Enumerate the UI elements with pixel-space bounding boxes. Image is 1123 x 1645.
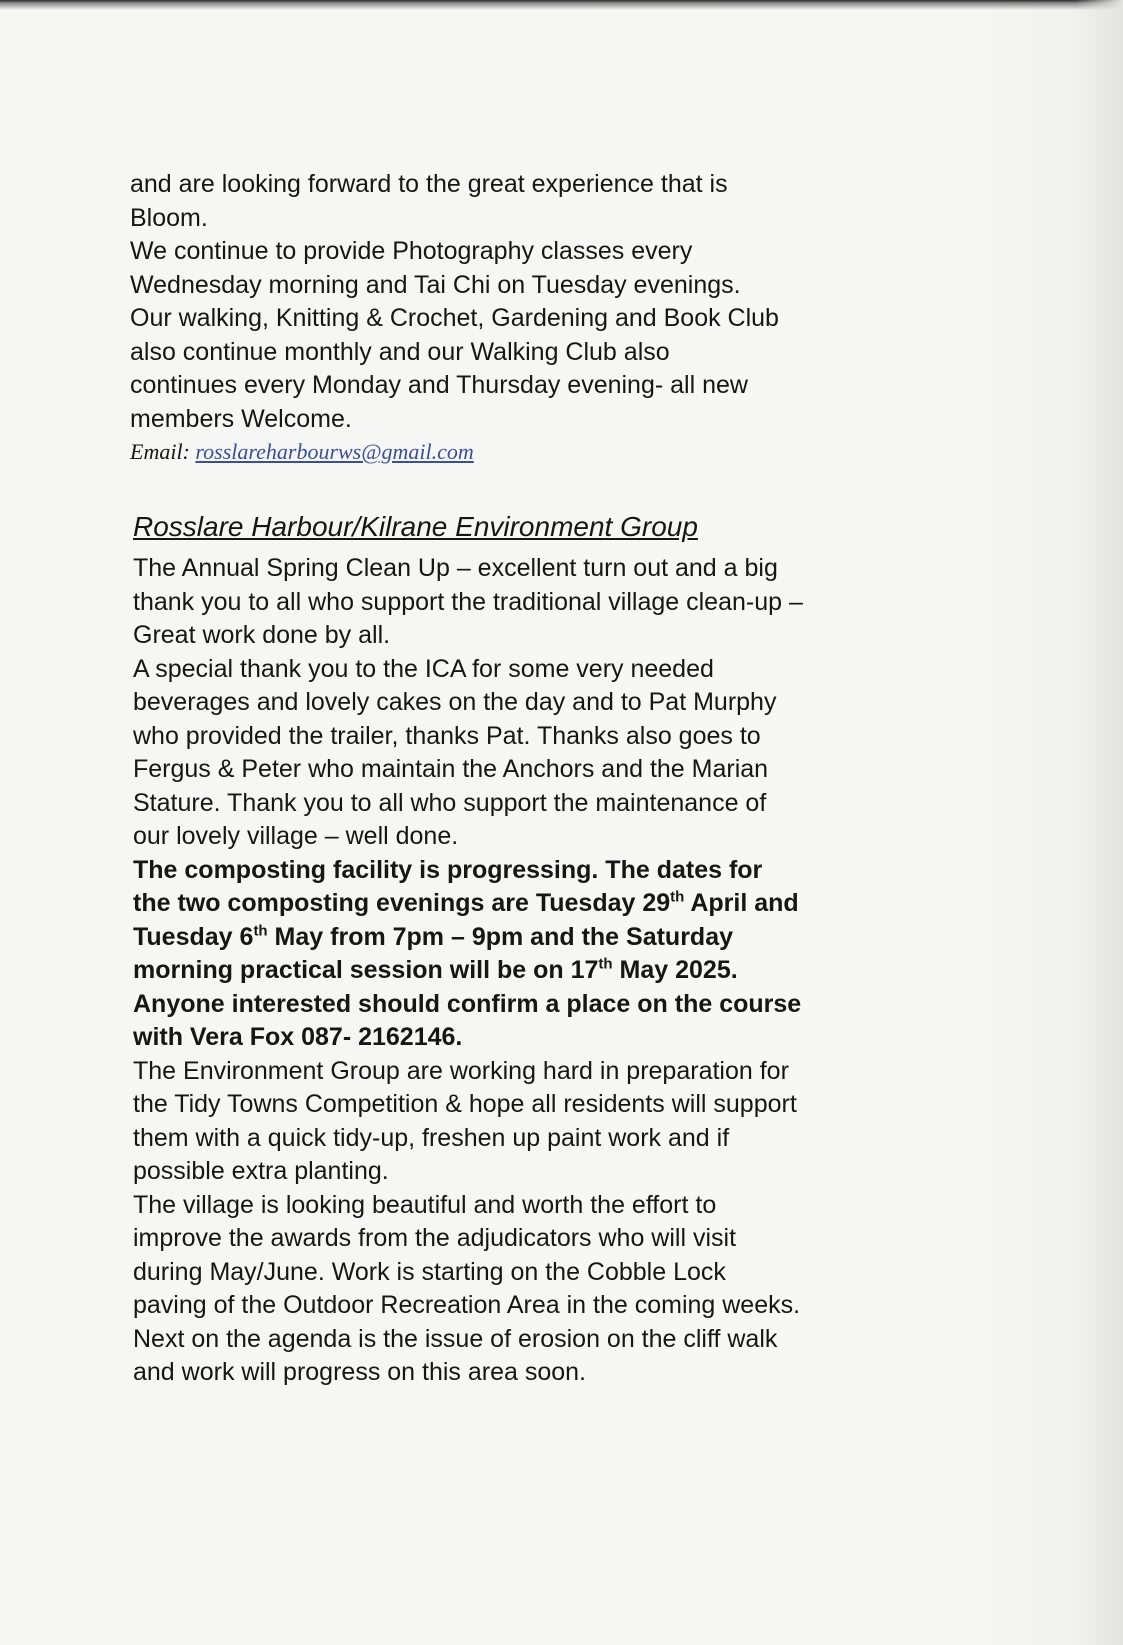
paragraph-line: The village is looking beautiful and worth the effort to bbox=[133, 1190, 717, 1219]
paragraph-line: thank you to all who support the traditional village clean-up – bbox=[133, 587, 803, 616]
paragraph-line: during May/June. Work is starting on the Cobble Lock bbox=[133, 1257, 726, 1286]
notice-text: Tuesday 6 bbox=[133, 922, 254, 951]
environment-section bbox=[130, 552, 960, 1390]
notice-text: morning practical session will be on 17 bbox=[133, 956, 599, 984]
section-heading: Rosslare Harbour/Kilrane Environment Group bbox=[133, 511, 698, 542]
notice-text: May 2025. bbox=[612, 956, 738, 984]
page-right-edge bbox=[1075, 0, 1123, 1645]
intro-line: and are looking forward to the great experience that is bbox=[130, 170, 728, 198]
notice-line bbox=[133, 954, 960, 988]
paragraph-line: A special thank you to the ICA for some very needed bbox=[133, 654, 714, 683]
page-top-edge bbox=[0, 0, 1123, 10]
paragraph-line: the Tidy Towns Competition & hope all residents will support bbox=[133, 1090, 797, 1118]
paragraph-line: and work will progress on this area soon. bbox=[133, 1358, 587, 1386]
notice-text: April and bbox=[684, 889, 799, 917]
notice-text: the two composting evenings are Tuesday 29 bbox=[133, 889, 671, 917]
paragraph-line: The Environment Group are working hard in preparation for bbox=[133, 1056, 789, 1085]
paragraph-line: Fergus & Peter who maintain the Anchors and the Marian bbox=[133, 755, 769, 783]
notice-line: The composting facility is progressing. The dates for bbox=[133, 855, 763, 884]
ordinal-suffix: th bbox=[253, 922, 268, 940]
notice-text: May from 7pm – 9pm and the Saturday bbox=[267, 922, 734, 951]
paragraph-line: Great work done by all. bbox=[133, 621, 391, 649]
intro-line: Bloom. bbox=[130, 203, 208, 232]
intro-line: We continue to provide Photography classes every bbox=[130, 237, 693, 265]
paragraph-line: who provided the trailer, thanks Pat. Thanks also goes to bbox=[133, 721, 761, 750]
intro-line: continues every Monday and Thursday evening- all new bbox=[130, 371, 748, 399]
document-content bbox=[130, 168, 960, 1390]
paragraph-line: Next on the agenda is the issue of erosion on the cliff walk bbox=[133, 1324, 778, 1353]
composting-notice bbox=[133, 854, 960, 1055]
intro-line: also continue monthly and our Walking Club also bbox=[130, 337, 670, 366]
notice-line: with Vera Fox 087- 2162146. bbox=[133, 1023, 463, 1051]
notice-line: Anyone interested should confirm a place on the course bbox=[133, 989, 802, 1018]
paragraph-line: them with a quick tidy-up, freshen up paint work and if bbox=[133, 1123, 730, 1152]
ordinal-suffix: th bbox=[670, 888, 685, 906]
paragraph-line: our lovely village – well done. bbox=[133, 822, 459, 850]
paragraph-line: possible extra planting. bbox=[133, 1157, 389, 1185]
paragraph-line: beverages and lovely cakes on the day and to Pat Murphy bbox=[133, 688, 777, 716]
notice-line bbox=[133, 921, 960, 955]
intro-line: Our walking, Knitting & Crochet, Gardening and Book Club bbox=[130, 304, 779, 332]
ordinal-suffix: th bbox=[598, 955, 613, 973]
paragraph-line: paving of the Outdoor Recreation Area in the coming weeks. bbox=[133, 1291, 801, 1319]
email-line bbox=[130, 438, 960, 466]
email-label: Email: bbox=[130, 439, 190, 464]
notice-line bbox=[133, 887, 960, 921]
paragraph-line: improve the awards from the adjudicators who will visit bbox=[133, 1224, 737, 1252]
email-link[interactable]: rosslareharbourws@gmail.com bbox=[195, 439, 474, 464]
paragraph-line: The Annual Spring Clean Up – excellent turn out and a big bbox=[133, 554, 778, 582]
intro-line: Wednesday morning and Tai Chi on Tuesday evenings. bbox=[130, 270, 741, 299]
intro-line: members Welcome. bbox=[130, 404, 352, 433]
paragraph-line: Stature. Thank you to all who support the maintenance of bbox=[133, 788, 767, 817]
